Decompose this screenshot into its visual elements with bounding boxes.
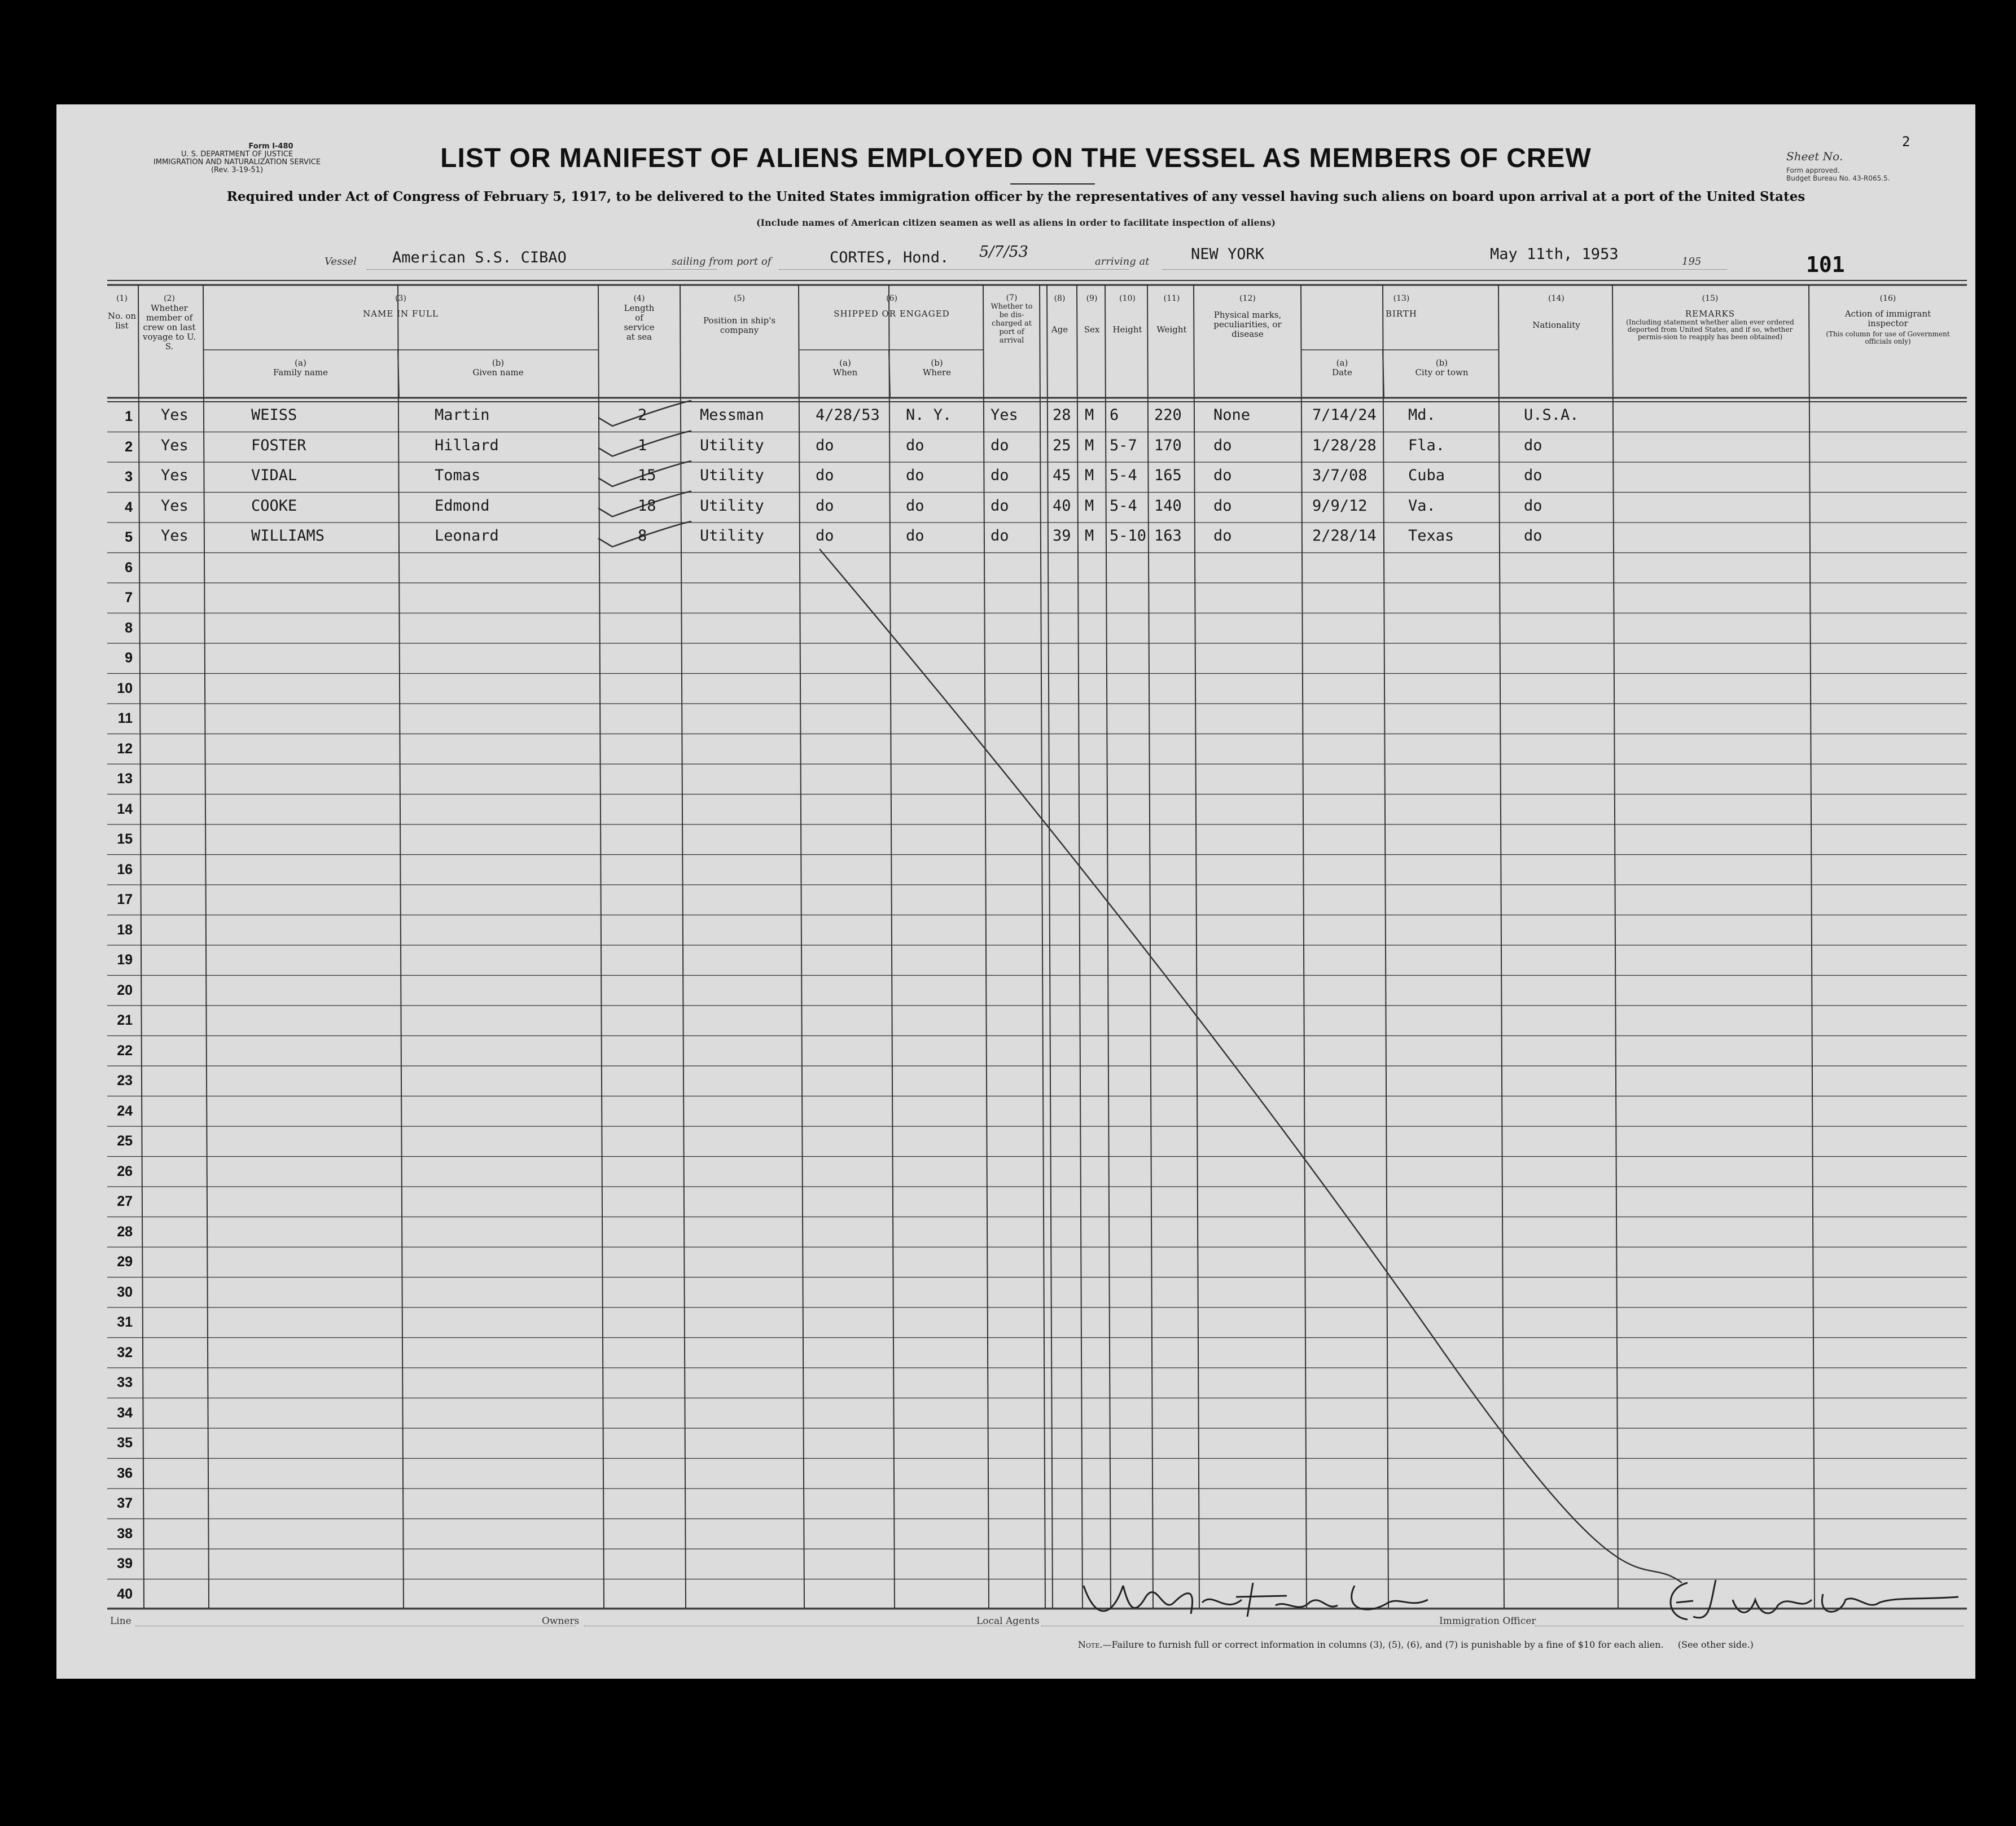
row-number: 8 (125, 620, 133, 636)
row-number: 2 (125, 438, 133, 455)
cell-when: do (816, 497, 834, 515)
cell-service: 18 (638, 497, 656, 515)
cell-discharged: do (991, 497, 1009, 515)
cancellation-line (56, 104, 1975, 1679)
col3-header: (3) NAME IN FULL (363, 294, 439, 319)
col5-header: (5) Position in ship's company (703, 294, 776, 335)
cell-marks: None (1213, 406, 1251, 424)
row-number: 20 (117, 982, 133, 998)
see-other-side: (See other side.) (1677, 1639, 1754, 1650)
row-number: 30 (117, 1284, 133, 1300)
cell-sex: M (1085, 436, 1094, 454)
row-number: 18 (117, 921, 133, 938)
owners-label: Owners (542, 1616, 580, 1627)
cell-age: 45 (1053, 467, 1071, 484)
sailing-port: CORTES, Hond. (830, 249, 949, 266)
col12-header: (12) Physical marks, peculiarities, or disease (1213, 294, 1282, 339)
cell-family: VIDAL (251, 467, 297, 484)
cell-birth-date: 3/7/08 (1312, 467, 1368, 484)
vessel-name: American S.S. CIBAO (392, 249, 567, 266)
cell-where: do (906, 436, 924, 454)
row-number: 14 (117, 801, 133, 817)
col8-header: (8) Age (1051, 294, 1068, 335)
manifest-sheet (56, 104, 1975, 1679)
cell-position: Utility (700, 497, 764, 515)
cell-member: Yes (161, 497, 189, 515)
cell-discharged: do (991, 527, 1009, 545)
cell-weight: 163 (1154, 527, 1182, 545)
form-subtitle: Required under Act of Congress of February 5, 1917, to be delivered to the United States immigration officer by the representatives of any vessel having such aliens on board upon arrival at a port of the United States (226, 189, 1805, 204)
cell-weight: 170 (1154, 436, 1182, 454)
col13-header: (13) BIRTH (1385, 294, 1418, 319)
cell-nationality: do (1524, 436, 1542, 454)
row-number: 28 (117, 1223, 133, 1240)
cell-age: 25 (1053, 436, 1071, 454)
row-number: 37 (117, 1495, 133, 1511)
cell-member: Yes (161, 436, 189, 454)
cell-height: 5-4 (1110, 497, 1137, 515)
col1-header: (1) No. on list (107, 294, 137, 331)
cell-when: 4/28/53 (816, 406, 880, 424)
row-number: 26 (117, 1163, 133, 1179)
sheet-number: 2 (1902, 134, 1910, 150)
row-number: 35 (117, 1435, 133, 1451)
col6a-header: (a) When (832, 358, 858, 378)
cell-position: Utility (700, 527, 764, 545)
col2-header: (2) Whether member of crew on last voyage to U. S. (142, 294, 196, 352)
revision: (Rev. 3-19-51) (211, 166, 264, 174)
row-number: 27 (117, 1193, 133, 1209)
row-number: 32 (117, 1344, 133, 1360)
cell-when: do (816, 436, 834, 454)
cell-family: FOSTER (251, 436, 306, 454)
row-number: 1 (125, 409, 133, 424)
form-number: Form I-480 (248, 142, 293, 151)
cell-nationality: do (1524, 467, 1542, 484)
cell-given: Martin (435, 406, 490, 424)
cell-where: do (906, 467, 924, 484)
row-number: 4 (125, 499, 133, 515)
row-number: 40 (117, 1586, 133, 1602)
cell-age: 28 (1053, 406, 1071, 424)
cell-birth-city: Texas (1408, 527, 1454, 545)
vessel-label: Vessel (325, 256, 357, 267)
col6b-header: (b) Where (922, 358, 951, 378)
page-stamp: 101 (1806, 252, 1845, 277)
cell-birth-city: Cuba (1408, 467, 1445, 484)
row-number: 6 (125, 559, 133, 576)
col4-header: (4) Length of service at sea (624, 294, 655, 342)
cell-height: 5-7 (1110, 436, 1137, 454)
cell-height: 5-10 (1110, 527, 1147, 545)
col11-header: (11) Weight (1156, 294, 1187, 335)
col3a-header: (a) Family name (273, 358, 328, 378)
cell-height: 6 (1110, 406, 1119, 424)
sheet-label: Sheet No. (1786, 150, 1843, 163)
cell-position: Utility (700, 436, 764, 454)
cell-marks: do (1213, 497, 1232, 515)
cell-discharged: Yes (991, 406, 1018, 424)
cell-where: do (906, 497, 924, 515)
row-number: 21 (117, 1012, 133, 1028)
cell-birth-date: 1/28/28 (1312, 436, 1377, 454)
cell-given: Tomas (435, 467, 481, 484)
sailing-label: sailing from port of (672, 256, 772, 267)
cell-sex: M (1085, 467, 1094, 484)
cell-member: Yes (161, 527, 189, 545)
sailing-date: 5/7/53 (979, 243, 1028, 261)
note-text: —Failure to furnish full or correct information in columns (3), (5), (6), and (7) is punishable by a fine of $10 for each alien. (1102, 1639, 1664, 1650)
cell-family: WEISS (251, 406, 297, 424)
col6-header: (6) SHIPPED OR ENGAGED (834, 294, 950, 319)
form-subnote: (Include names of American citizen seamen as well as aliens in order to facilitate inspection of aliens) (756, 217, 1276, 228)
budget-bureau: Budget Bureau No. 43-R065.5. (1786, 174, 1890, 182)
cell-member: Yes (161, 406, 189, 424)
cell-service: 1 (638, 436, 647, 454)
cell-when: do (816, 467, 834, 484)
cell-nationality: do (1524, 527, 1542, 545)
row-number: 23 (117, 1073, 133, 1088)
cell-height: 5-4 (1110, 467, 1137, 484)
col10-header: (10) Height (1112, 294, 1142, 335)
cell-nationality: do (1524, 497, 1542, 515)
cell-sex: M (1085, 527, 1094, 545)
agents-label: Local Agents (976, 1616, 1040, 1627)
row-number: 3 (125, 469, 133, 485)
row-number: 15 (117, 831, 133, 847)
row-number: 39 (117, 1556, 133, 1572)
form-title: LIST OR MANIFEST OF ALIENS EMPLOYED ON THE VESSEL AS MEMBERS OF CREW (440, 143, 1592, 173)
cell-service: 8 (638, 527, 647, 545)
row-number: 36 (117, 1465, 133, 1481)
cell-birth-date: 2/28/14 (1312, 527, 1377, 545)
cell-marks: do (1213, 436, 1232, 454)
cell-sex: M (1085, 497, 1094, 515)
cell-marks: do (1213, 467, 1232, 484)
arrival-date: May 11th, 1953 (1490, 245, 1619, 263)
cell-where: do (906, 527, 924, 545)
row-number: 10 (117, 680, 133, 696)
cell-discharged: do (991, 467, 1009, 484)
arriving-label: arriving at (1095, 256, 1150, 267)
col13a-header: (a) Date (1332, 358, 1352, 378)
cell-position: Utility (700, 467, 764, 484)
cell-service: 2 (638, 406, 647, 424)
row-number: 11 (117, 710, 133, 726)
cell-birth-city: Va. (1408, 497, 1436, 515)
cell-service: 15 (638, 467, 656, 484)
cell-position: Messman (700, 406, 764, 424)
cell-discharged: do (991, 436, 1009, 454)
year-label: 195 (1682, 256, 1702, 267)
col9-header: (9) Sex (1084, 294, 1100, 335)
cell-birth-city: Md. (1408, 406, 1436, 424)
cell-where: N. Y. (906, 406, 952, 424)
row-number: 9 (125, 650, 133, 666)
col13b-header: (b) City or town (1415, 358, 1469, 378)
row-number: 19 (117, 952, 133, 968)
footer-note (1078, 1639, 1754, 1650)
col16-header: (16) Action of immigrant inspector (This column for use of Government officials only) (1826, 294, 1950, 345)
cell-weight: 220 (1154, 406, 1182, 424)
cell-sex: M (1085, 406, 1094, 424)
officer-label: Immigration Officer (1439, 1616, 1536, 1627)
col7-header: (7) Whether to be dis-charged at port of arrival (991, 293, 1033, 345)
approved-text: Form approved. (1786, 166, 1840, 174)
cell-given: Leonard (435, 527, 499, 545)
col3b-header: (b) Given name (472, 358, 524, 378)
cell-weight: 165 (1154, 467, 1182, 484)
cell-weight: 140 (1154, 497, 1182, 515)
cell-given: Hillard (435, 436, 499, 454)
line-label: Line (110, 1616, 132, 1627)
service: IMMIGRATION AND NATURALIZATION SERVICE (153, 158, 321, 166)
cell-age: 40 (1053, 497, 1071, 515)
arriving-port: NEW YORK (1191, 245, 1265, 263)
row-number: 24 (117, 1103, 133, 1119)
row-number: 13 (117, 771, 133, 787)
cell-birth-date: 7/14/24 (1312, 406, 1377, 424)
cell-given: Edmond (435, 497, 490, 515)
cell-family: WILLIAMS (251, 527, 325, 545)
row-number: 12 (117, 740, 133, 757)
col14-header: (14) Nationality (1532, 294, 1580, 330)
row-number: 29 (117, 1254, 133, 1270)
row-number: 16 (117, 861, 133, 877)
cell-member: Yes (161, 467, 189, 484)
cell-when: do (816, 527, 834, 545)
col15-header: (15) REMARKS (Including statement whether alien ever ordered deported from United States, and if so, whether permis-sion to reapply has been obtained) (1626, 294, 1794, 341)
cell-birth-date: 9/9/12 (1312, 497, 1368, 515)
cell-birth-city: Fla. (1408, 436, 1445, 454)
row-number: 33 (117, 1375, 133, 1390)
cell-nationality: U.S.A. (1524, 406, 1579, 424)
cell-marks: do (1213, 527, 1232, 545)
cell-family: COOKE (251, 497, 297, 515)
department: U. S. DEPARTMENT OF JUSTICE (181, 150, 293, 159)
row-number: 5 (125, 529, 133, 545)
row-number: 25 (117, 1133, 133, 1149)
note-label: Note. (1078, 1639, 1103, 1650)
row-number: 31 (117, 1314, 133, 1330)
row-number: 17 (117, 892, 133, 907)
cell-age: 39 (1053, 527, 1071, 545)
row-number: 38 (117, 1525, 133, 1542)
row-number: 34 (117, 1404, 133, 1421)
row-number: 22 (117, 1042, 133, 1059)
row-number: 7 (125, 590, 133, 605)
